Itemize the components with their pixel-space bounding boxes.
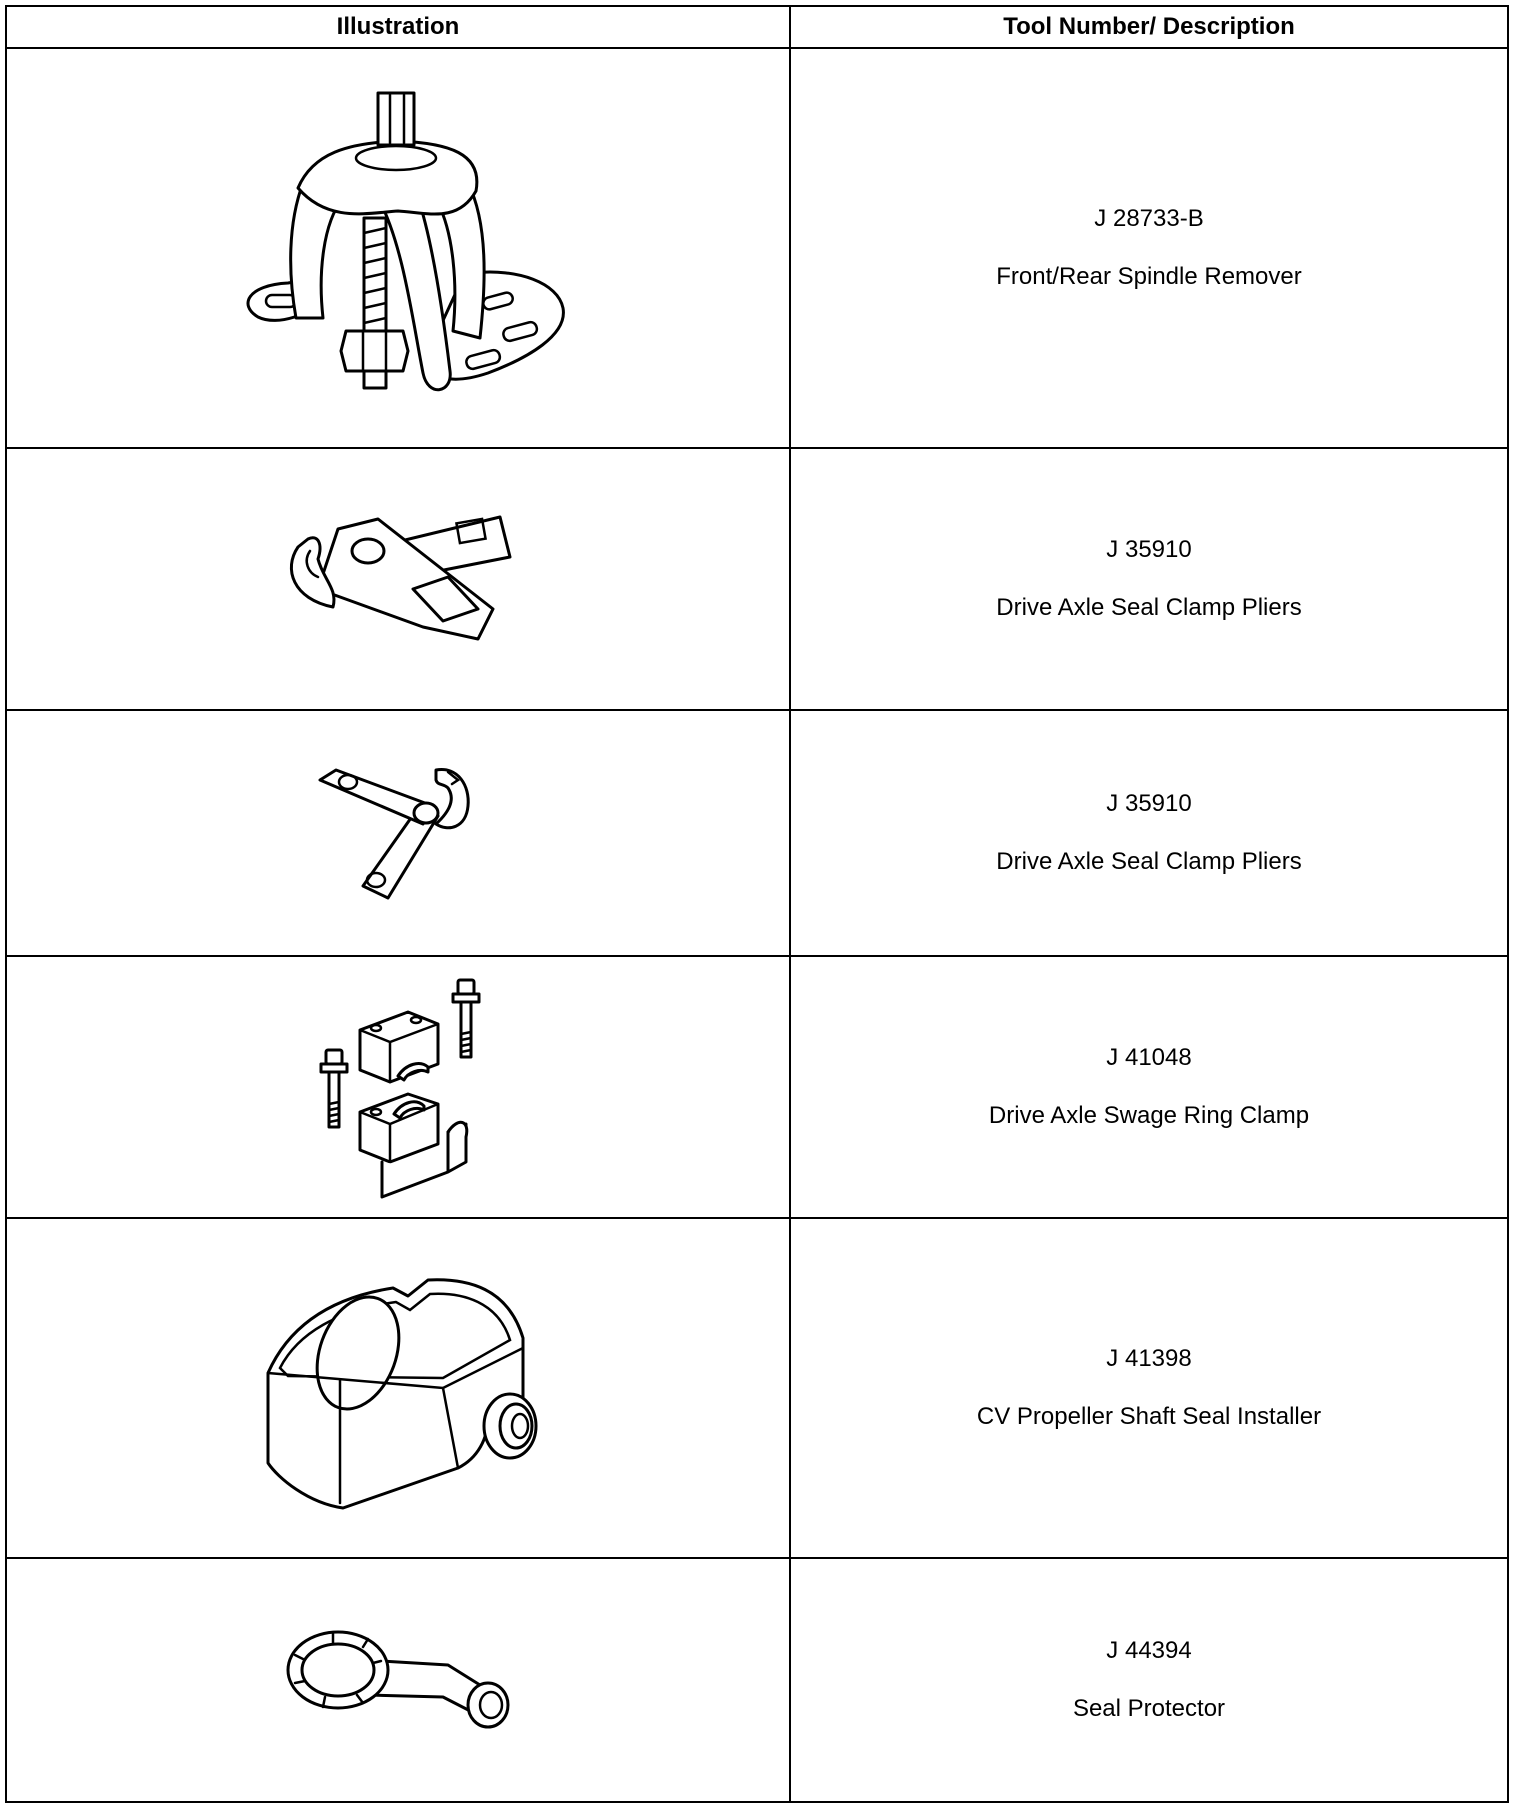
illustration-cell — [6, 48, 790, 448]
tool-number: J 41398 — [1106, 1344, 1192, 1372]
tool-description: Drive Axle Seal Clamp Pliers — [996, 848, 1302, 875]
header-illustration: Illustration — [6, 6, 790, 48]
tool-description: Front/Rear Spindle Remover — [996, 263, 1302, 290]
table-header-row — [6, 6, 1508, 48]
swage-ring-clamp-icon — [298, 972, 498, 1202]
tool-number: J 44394 — [1106, 1636, 1192, 1664]
tool-cell — [790, 1558, 1508, 1802]
tool-cell — [790, 956, 1508, 1218]
header-tool-number-description: Tool Number/ Description — [790, 6, 1508, 48]
seal-protector-icon — [283, 1625, 513, 1735]
tool-description: CV Propeller Shaft Seal Installer — [976, 1403, 1322, 1430]
table-row — [6, 448, 1508, 710]
tool-table — [5, 5, 1509, 1803]
table-row — [6, 1218, 1508, 1558]
tool-description: Drive Axle Swage Ring Clamp — [988, 1102, 1310, 1129]
table-row — [6, 1558, 1508, 1802]
spindle-remover-icon — [218, 73, 578, 423]
clamp-pliers-icon — [278, 499, 518, 659]
tool-cell — [790, 448, 1508, 710]
tool-number: J 28733-B — [1094, 204, 1204, 232]
illustration-cell — [6, 1218, 790, 1558]
tool-number: J 41048 — [1106, 1043, 1192, 1071]
illustration-cell — [6, 956, 790, 1218]
illustration-cell — [6, 448, 790, 710]
clamp-pliers-icon — [308, 758, 488, 908]
illustration-cell — [6, 1558, 790, 1802]
table-row — [6, 48, 1508, 448]
tool-cell — [790, 1218, 1508, 1558]
table-row — [6, 956, 1508, 1218]
tool-cell — [790, 48, 1508, 448]
seal-installer-icon — [248, 1258, 548, 1518]
tool-cell — [790, 710, 1508, 956]
illustration-cell — [6, 710, 790, 956]
table-row — [6, 710, 1508, 956]
tool-number: J 35910 — [1106, 535, 1192, 563]
tool-description: Drive Axle Seal Clamp Pliers — [996, 594, 1302, 621]
tool-number: J 35910 — [1106, 789, 1192, 817]
tool-description: Seal Protector — [1072, 1695, 1226, 1722]
